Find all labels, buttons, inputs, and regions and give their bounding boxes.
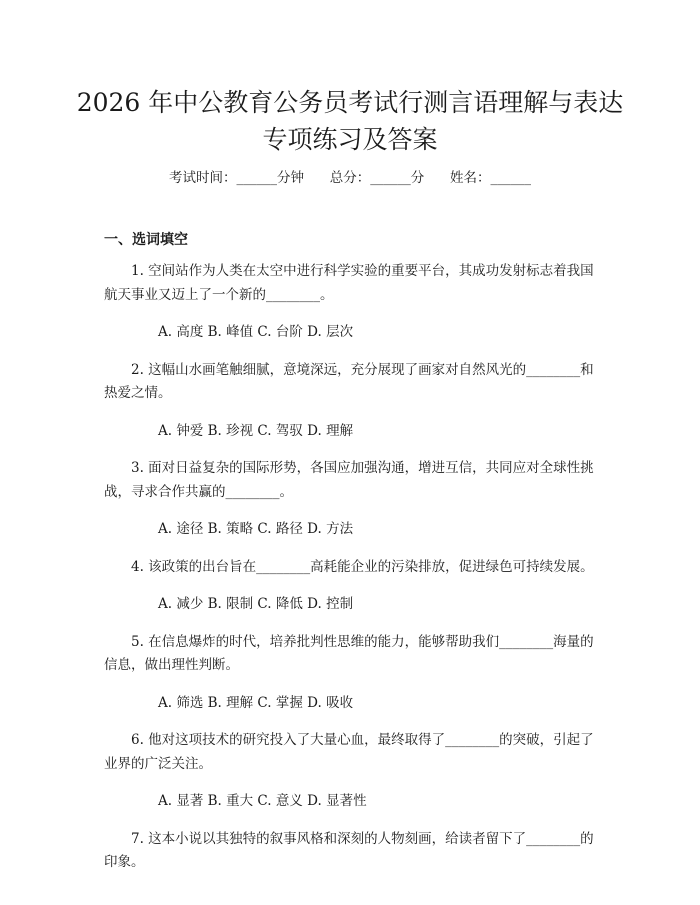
question-list bbox=[104, 260, 596, 875]
question-stem: 6. 他对这项技术的研究投入了大量心血，最终取得了________的突破，引起了业界的广泛关注。 bbox=[104, 732, 594, 772]
question-options: A. 减少 B. 限制 C. 降低 D. 控制 bbox=[158, 596, 354, 612]
question-item bbox=[104, 729, 596, 814]
question-stem: 7. 这本小说以其独特的叙事风格和深刻的人物刻画，给读者留下了________的印象。 bbox=[104, 830, 594, 870]
question-stem: 4. 该政策的出台旨在________高耗能企业的污染排放，促进绿色可持续发展。 bbox=[131, 558, 594, 575]
document-title: 2026 年中公教育公务员考试行测言语理解与表达专项练习及答案 bbox=[76, 88, 624, 154]
question-options: A. 途径 B. 策略 C. 路径 D. 方法 bbox=[158, 521, 354, 537]
question-item bbox=[104, 631, 596, 716]
question-item bbox=[104, 457, 596, 542]
question-options: A. 高度 B. 峰值 C. 台阶 D. 层次 bbox=[158, 324, 354, 340]
question-options: A. 钟爱 B. 珍视 C. 驾驭 D. 理解 bbox=[158, 422, 354, 439]
question-stem: 2. 这幅山水画笔触细腻，意境深远，充分展现了画家对自然风光的________和热爱之情。 bbox=[104, 361, 594, 401]
question-stem: 5. 在信息爆炸的时代，培养批判性思维的能力，能够帮助我们________海量的信息，做出理性判断。 bbox=[104, 633, 594, 673]
question-item bbox=[104, 828, 596, 875]
question-stem: 3. 面对日益复杂的国际形势，各国应加强沟通，增进互信，共同应对全球性挑战，寻求合作共赢的________。 bbox=[104, 460, 594, 500]
question-options: A. 筛选 B. 理解 C. 掌握 D. 吸收 bbox=[158, 694, 354, 711]
question-stem: 1. 空间站作为人类在太空中进行科学实验的重要平台，其成功发射标志着我国航天事业又迈上了一个新的________。 bbox=[104, 263, 594, 303]
question-item bbox=[104, 359, 596, 444]
question-options: A. 显著 B. 重大 C. 意义 D. 显著性 bbox=[158, 793, 367, 809]
question-item bbox=[104, 260, 596, 345]
exam-info-line: 考试时间：______分钟 总分：______分 姓名：______ bbox=[169, 170, 531, 186]
question-item bbox=[104, 556, 596, 617]
section-heading: 一、选词填空 bbox=[104, 232, 188, 248]
